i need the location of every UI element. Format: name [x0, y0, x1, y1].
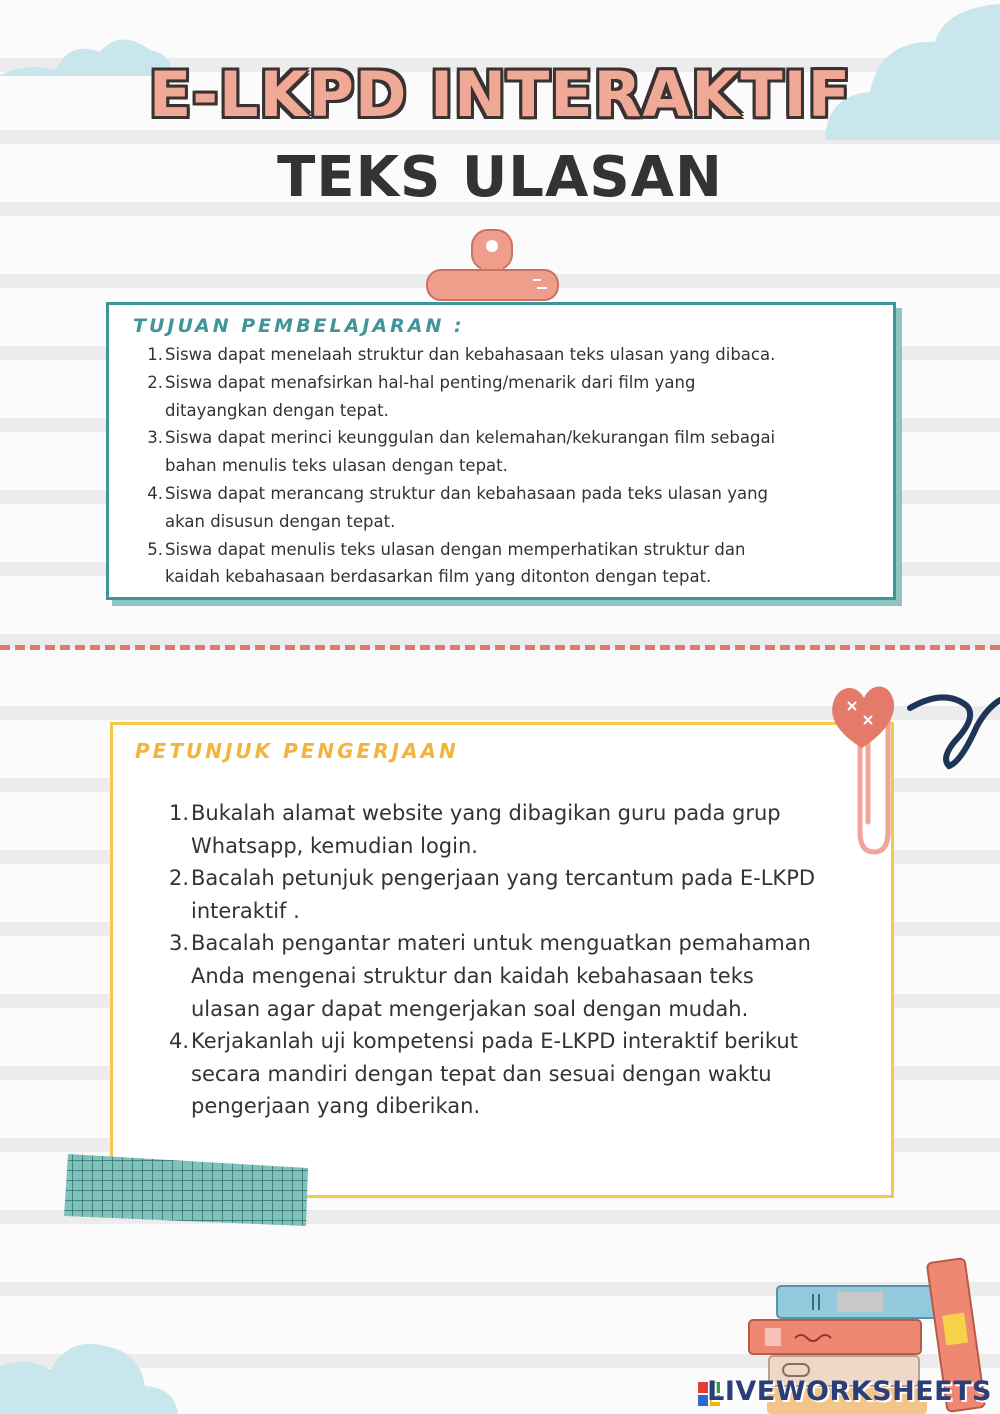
item-text: Siswa dapat menelaah struktur dan kebahasaan teks ulasan yang dibaca. — [165, 345, 776, 364]
item-number: 4. — [147, 483, 163, 503]
item-text: Siswa dapat menulis teks ulasan dengan memperhatikan struktur dan kaidah kebahasaan berdasarkan film yang ditonton dengan tepat. — [165, 539, 746, 587]
list-item — [137, 369, 867, 425]
list-item — [137, 424, 867, 480]
item-text: Bukalah alamat website yang dibagikan guru pada grup Whatsapp, kemudian login. — [191, 801, 781, 858]
item-text: Siswa dapat menafsirkan hal-hal penting/menarik dari film yang ditayangkan dengan tepat. — [165, 372, 696, 420]
item-number: 2. — [147, 372, 163, 392]
instructions-heading: PETUNJUK PENGERJAAN — [135, 739, 459, 763]
heart-paperclip-icon — [826, 682, 898, 858]
list-item — [161, 862, 841, 927]
list-item — [137, 480, 867, 536]
footer-brand: LIVEWORKSHEETS — [707, 1376, 992, 1407]
binder-clip-icon — [425, 226, 560, 306]
list-item — [137, 341, 867, 369]
item-number: 5. — [147, 539, 163, 559]
item-text: Bacalah pengantar materi untuk menguatkan pemahaman Anda mengenai struktur dan kaidah kebahasaan teks ulasan agar dapat mengerjakan soal dengan mudah. — [191, 931, 811, 1021]
list-item — [161, 797, 841, 862]
instructions-list — [161, 797, 841, 1123]
cloud-bottom-left-icon — [0, 1326, 180, 1414]
instructions-card — [110, 722, 894, 1198]
item-number: 1. — [168, 801, 189, 825]
item-text: Siswa dapat merancang struktur dan kebahasaan pada teks ulasan yang akan disusun dengan tepat. — [165, 483, 769, 531]
item-number: 2. — [168, 866, 189, 891]
list-item — [137, 536, 867, 592]
grid-tape-icon — [62, 1150, 314, 1230]
item-text: Siswa dapat merinci keunggulan dan kelemahan/kekurangan film sebagai bahan menulis teks ulasan dengan tepat. — [165, 428, 776, 476]
objectives-card — [106, 302, 896, 600]
item-number: 1. — [147, 345, 163, 364]
objectives-heading: TUJUAN PEMBELAJARAN : — [133, 315, 465, 337]
dashed-divider — [0, 645, 1000, 650]
objectives-list — [137, 341, 867, 591]
page-subtitle: TEKS ULASAN — [277, 145, 723, 210]
item-number: 4. — [168, 1029, 189, 1054]
list-item — [161, 1025, 841, 1123]
page-title: E-LKPD INTERAKTIF — [148, 58, 852, 131]
item-number: 3. — [168, 931, 189, 956]
squiggle-decoration-icon — [905, 686, 1000, 776]
list-item — [161, 927, 841, 1025]
item-number: 3. — [147, 428, 163, 448]
item-text: Kerjakanlah uji kompetensi pada E-LKPD interaktif berikut secara mandiri dengan tepat dan sesuai dengan waktu pengerjaan yang diberikan. — [191, 1029, 798, 1119]
item-text: Bacalah petunjuk pengerjaan yang tercantum pada E-LKPD interaktif . — [191, 866, 816, 923]
